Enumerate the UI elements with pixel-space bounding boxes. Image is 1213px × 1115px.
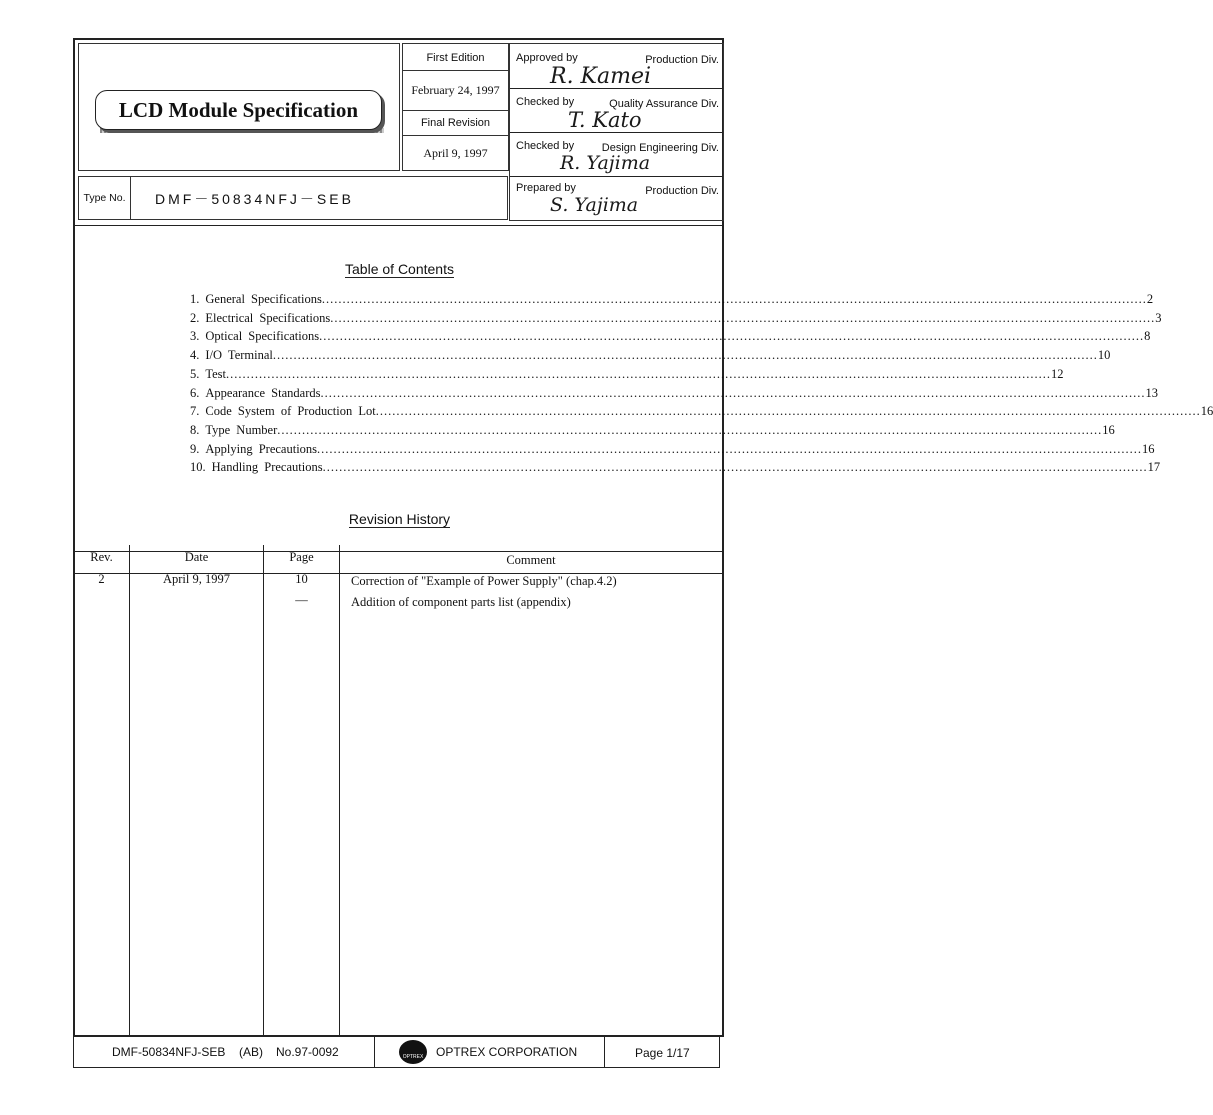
final-revision-date: April 9, 1997 — [423, 145, 488, 160]
row1-date: April 9, 1997 — [162, 572, 230, 586]
toc-item-title: Optical Specifications — [205, 329, 320, 344]
type-no-label: Type No. — [79, 177, 131, 219]
document-title: LCD Module Specification — [95, 90, 382, 130]
toc-item — [190, 384, 1158, 402]
footer-doc-no: No.97-0092 — [276, 1045, 339, 1059]
approved-division: Production Div. — [645, 54, 719, 66]
footer-company: OPTREX CORPORATION — [436, 1045, 578, 1059]
row2-page: — — [295, 593, 308, 607]
toc-item — [190, 402, 1213, 420]
toc-item-number: 7. — [190, 404, 200, 419]
toc-heading: Table of Contents — [345, 261, 454, 277]
toc-item-page: 3 — [1155, 310, 1162, 325]
toc-item-page: 10 — [1097, 348, 1111, 363]
toc-item — [190, 365, 1064, 383]
checked-by-qa-label: Checked by — [516, 96, 575, 108]
col-header-rev: Rev. — [90, 550, 113, 564]
type-no-box — [78, 176, 508, 220]
toc-item-page: 2 — [1146, 292, 1154, 306]
approved-signature: R. Kamei — [550, 64, 652, 89]
toc-item-number: 1. — [190, 292, 200, 306]
design-signature: R. Yajima — [560, 152, 651, 174]
edition-box — [402, 43, 509, 171]
approved-by-label: Approved by — [516, 52, 578, 64]
toc-item — [190, 458, 1161, 476]
checked-by-design-label: Checked by — [516, 140, 575, 152]
toc-item-title: Handling Precautions — [211, 460, 323, 475]
row1-page: 10 — [295, 572, 308, 586]
toc-item-number: 3. — [190, 329, 200, 344]
first-edition-date: February 24, 1997 — [403, 71, 508, 111]
toc-item — [190, 421, 1115, 439]
toc-item-page: 13 — [1145, 385, 1158, 400]
toc-item-title: Type Number — [205, 422, 278, 437]
revision-heading: Revision History — [348, 511, 451, 527]
toc-item-page: 8 — [1144, 329, 1151, 344]
toc-leader-dots: ........................................................................................................................................................................................................ — [272, 348, 1098, 363]
toc-item-title: Applying Precautions — [205, 441, 318, 456]
col-header-comment: Comment — [506, 553, 556, 567]
toc-item-title: Code System of Production Lot — [205, 404, 376, 419]
toc-item-number: 8. — [190, 422, 200, 437]
toc-item-number: 6. — [190, 385, 200, 400]
first-edition-label: First Edition — [403, 46, 508, 71]
toc-item-number: 10. — [190, 460, 206, 475]
col-header-page: Page — [289, 550, 314, 564]
toc-item-page: 16 — [1102, 422, 1115, 437]
toc-item — [190, 346, 1111, 364]
footer — [73, 1035, 720, 1068]
toc-leader-dots: ........................................................................................................................................................................................................ — [320, 385, 1146, 400]
toc-item-page: 17 — [1147, 460, 1161, 475]
col-divider-1 — [129, 545, 130, 1035]
toc-item-number: 4. — [190, 348, 200, 363]
toc-item-number: 5. — [190, 366, 200, 381]
toc-item-title: General Specifications — [205, 292, 322, 306]
optrex-logo-icon: OPTREX — [399, 1040, 427, 1064]
toc-item — [190, 440, 1155, 458]
toc-item-title: Test — [205, 366, 227, 381]
col-header-date: Date — [184, 550, 209, 564]
qa-signature: T. Kato — [568, 108, 642, 132]
qa-division: Quality Assurance Div. — [609, 98, 719, 110]
design-division: Design Engineering Div. — [601, 142, 719, 154]
footer-doc-id: DMF-50834NFJ-SEB — [112, 1045, 226, 1059]
toc-item-title: Appearance Standards — [205, 385, 321, 400]
toc-leader-dots: ........................................................................................................................................................................................................ — [322, 460, 1148, 475]
type-no-value: DMF－50834NFJ－SEB — [155, 191, 354, 207]
toc-item-number: 2. — [190, 310, 200, 325]
toc-item — [190, 327, 1151, 345]
toc-item-title: Electrical Specifications — [205, 310, 331, 325]
prepared-division: Production Div. — [645, 185, 719, 197]
toc-item — [190, 309, 1162, 327]
prepared-by-label: Prepared by — [516, 182, 576, 194]
toc-item — [190, 290, 1154, 308]
row1-comment: Correction of "Example of Power Supply" (chap.4.2) — [351, 574, 617, 588]
footer-rev-code: (AB) — [239, 1045, 263, 1059]
footer-page: Page 1/17 — [635, 1046, 690, 1060]
toc-leader-dots: ........................................................................................................................................................................................................ — [319, 329, 1145, 344]
toc-leader-dots: ........................................................................................................................................................................................................ — [330, 310, 1156, 325]
row1-rev: 2 — [98, 572, 105, 586]
approval-box — [509, 43, 724, 221]
toc-item-title: I/O Terminal — [205, 348, 273, 363]
toc-leader-dots: ........................................................................................................................................................................................................ — [321, 292, 1147, 306]
toc-item-number: 9. — [190, 441, 200, 456]
row2-comment: Addition of component parts list (appendix) — [351, 595, 571, 609]
toc-item-page: 16 — [1142, 441, 1155, 456]
final-revision-label: Final Revision — [403, 111, 508, 136]
toc-leader-dots: ........................................................................................................................................................................................................ — [375, 404, 1201, 419]
prepared-signature: S. Yajima — [550, 194, 639, 216]
col-divider-3 — [339, 545, 340, 1035]
toc-leader-dots: ........................................................................................................................................................................................................ — [226, 366, 1052, 381]
toc-leader-dots: ........................................................................................................................................................................................................ — [317, 441, 1143, 456]
toc-leader-dots: ........................................................................................................................................................................................................ — [277, 422, 1103, 437]
toc-item-page: 12 — [1051, 366, 1064, 381]
toc-item-page: 16 — [1200, 404, 1213, 419]
col-divider-2 — [263, 545, 264, 1035]
